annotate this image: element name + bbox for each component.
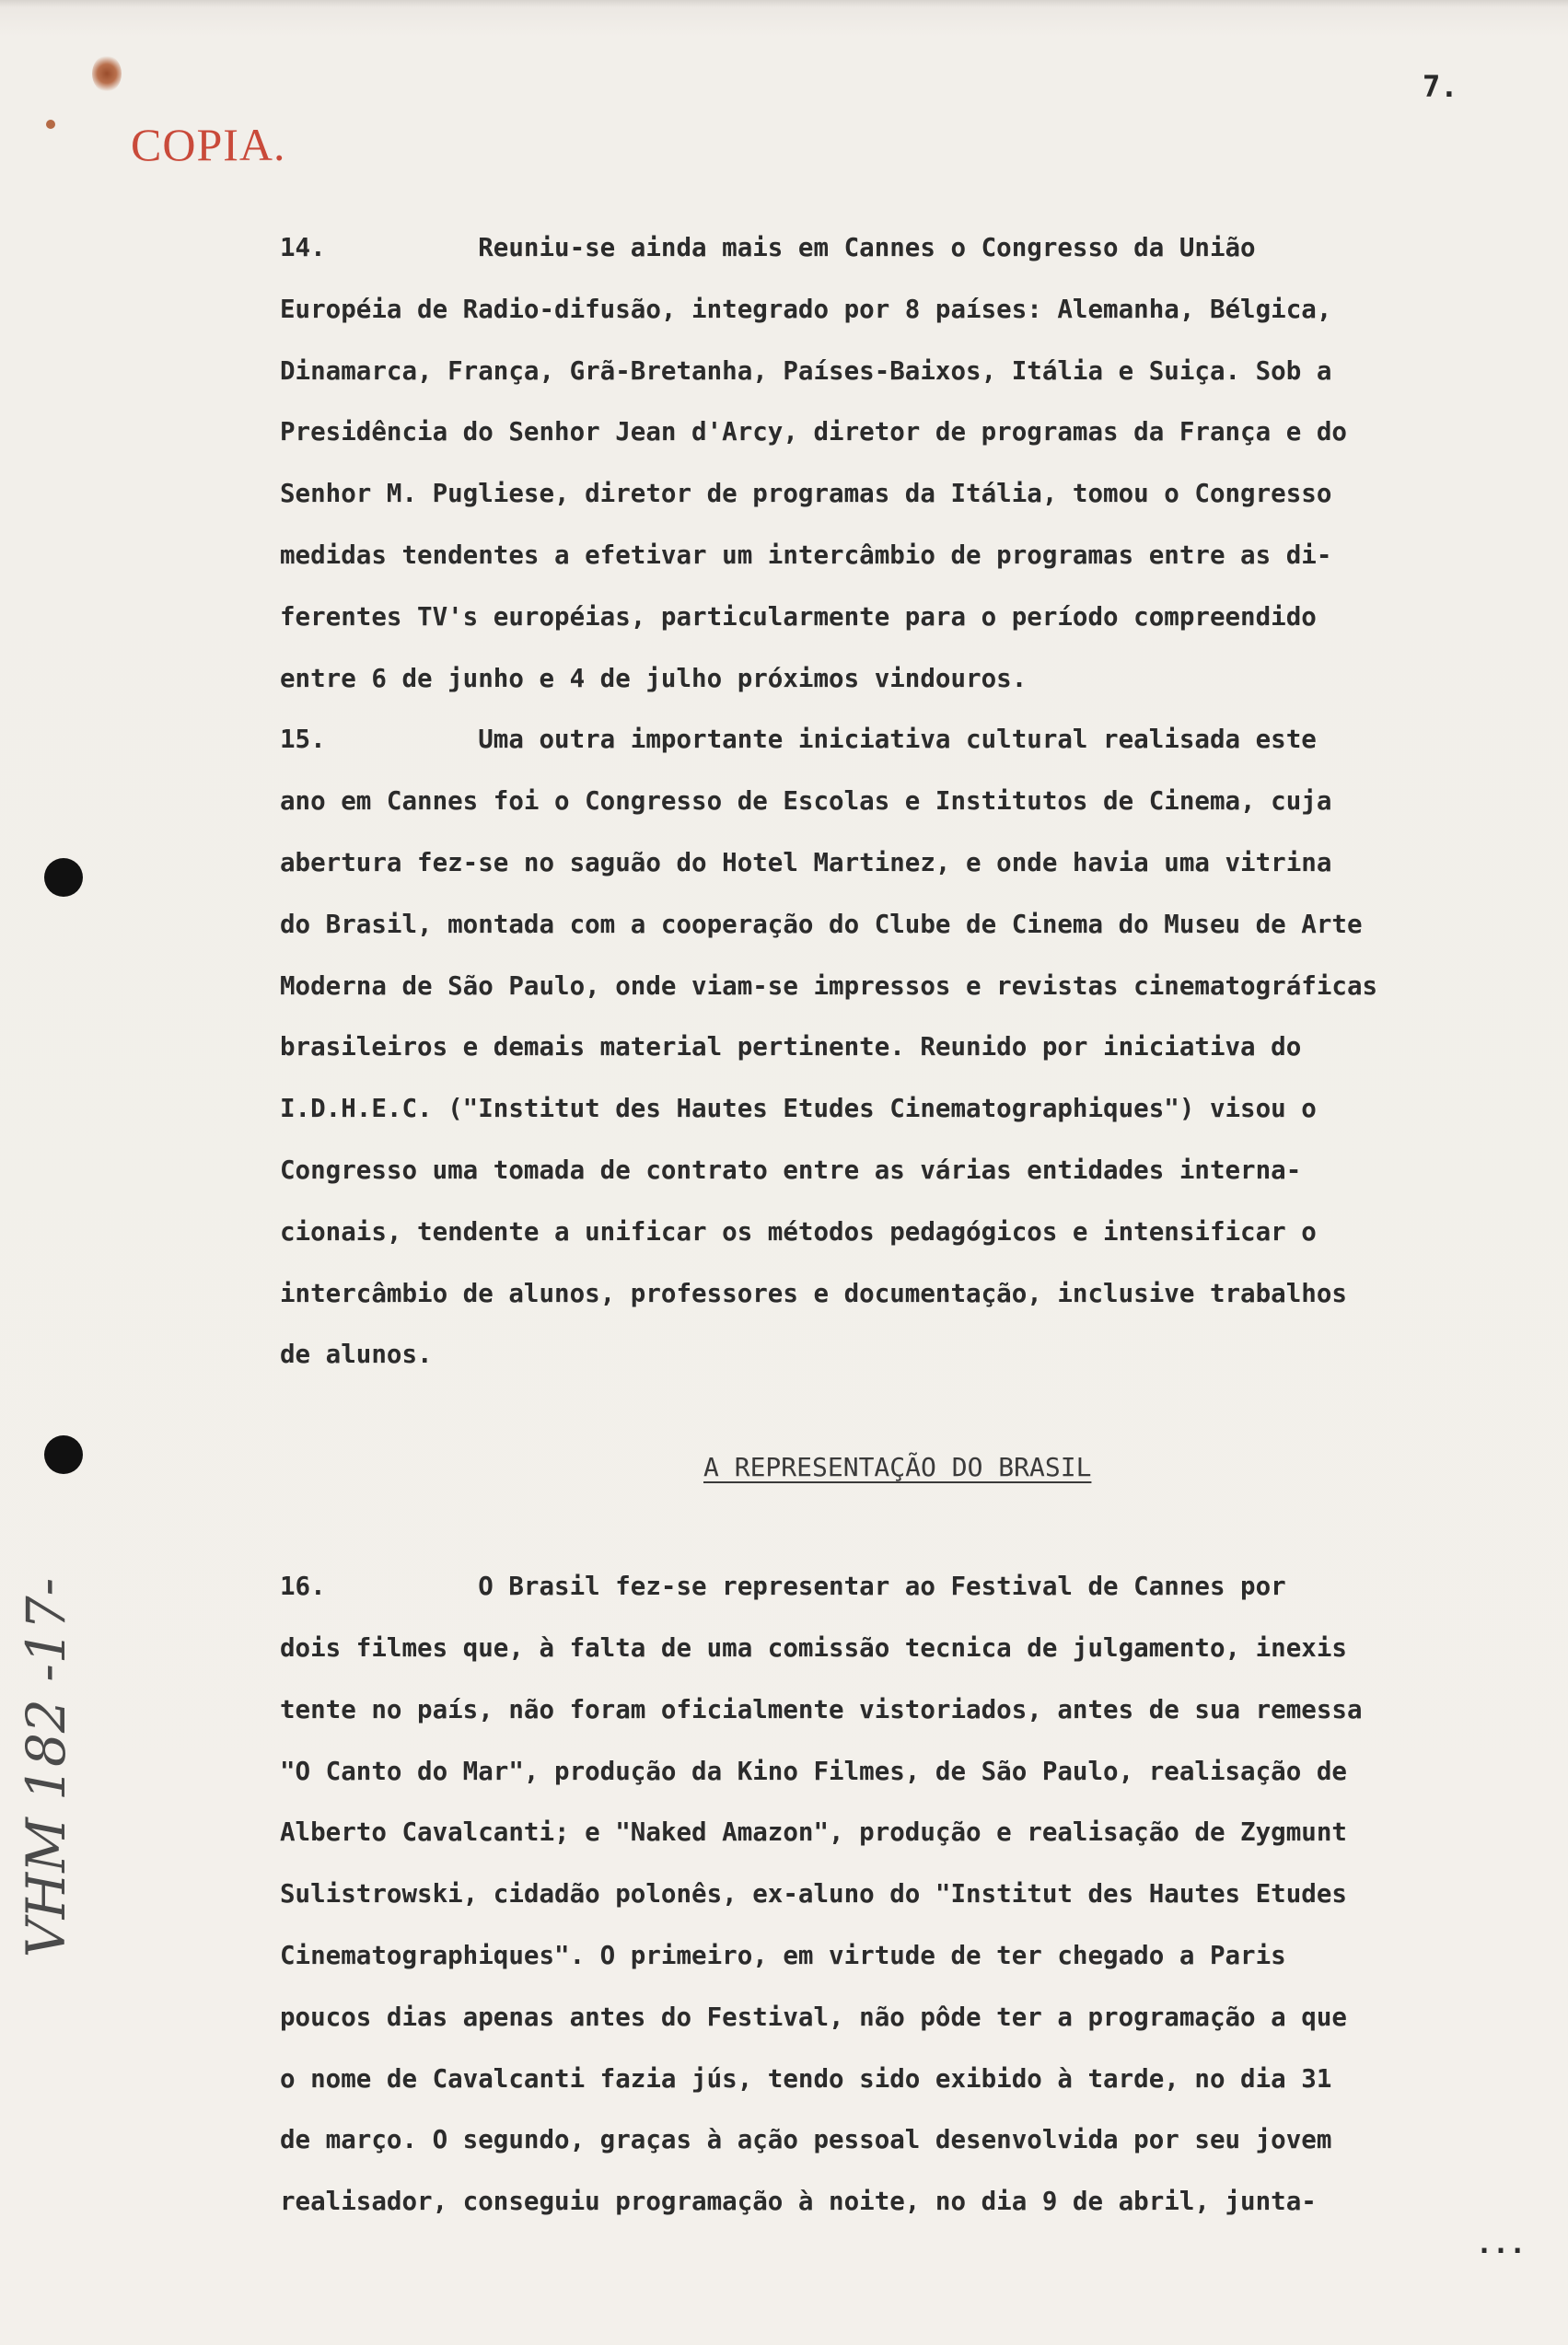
text-line: brasileiros e demais material pertinente. Reunido por iniciativa do <box>280 1032 1302 1062</box>
punch-hole <box>44 858 83 897</box>
ink-stain <box>92 55 122 92</box>
text-line: 15. Uma outra importante iniciativa cultural realisada este <box>280 725 1317 755</box>
text-line: Sulistrowski, cidadão polonês, ex-aluno do "Institut des Hautes Etudes <box>280 1879 1347 1910</box>
text-line: abertura fez-se no saguão do Hotel Martinez, e onde havia uma vitrina <box>280 847 1332 877</box>
section-heading: A REPRESENTAÇÃO DO BRASIL <box>703 1452 1092 1483</box>
text-line: do Brasil, montada com a cooperação do Clube de Cinema do Museu de Arte <box>280 909 1363 939</box>
text-line: Alberto Cavalcanti; e "Naked Amazon", produção e realisação de Zygmunt <box>280 1817 1347 1848</box>
text-line: Congresso uma tomada de contrato entre as várias entidades interna- <box>280 1155 1302 1185</box>
text-line: tente no país, não foram oficialmente vistoriados, antes de sua remessa <box>280 1694 1363 1724</box>
text-line: Senhor M. Pugliese, diretor de programas da Itália, tomou o Congresso <box>280 479 1332 509</box>
text-line: Européia de Radio-difusão, integrado por 8 países: Alemanha, Bélgica, <box>280 294 1332 324</box>
punch-hole <box>44 1435 83 1474</box>
paragraph-16 <box>280 1556 1564 2233</box>
text-line: Presidência do Senhor Jean d'Arcy, diretor de programas da França e do <box>280 417 1347 447</box>
ink-spot <box>46 120 55 129</box>
text-line: Moderna de São Paulo, onde viam-se impressos e revistas cinematográficas <box>280 970 1378 1001</box>
paragraphs-14-15 <box>280 217 1564 1386</box>
text-line: medidas tendentes a efetivar um intercâmbio de programas entre as di- <box>280 540 1332 570</box>
page-number: 7. <box>1423 69 1458 104</box>
text-line: ano em Cannes foi o Congresso de Escolas e Institutos de Cinema, cuja <box>280 786 1332 817</box>
text-line: Dinamarca, França, Grã-Bretanha, Países-Baixos, Itália e Suiça. Sob a <box>280 355 1332 386</box>
text-line: I.D.H.E.C. ("Institut des Hautes Etudes Cinematographiques") visou o <box>280 1094 1317 1124</box>
text-line: de março. O segundo, graças à ação pessoal desenvolvida por seu jovem <box>280 2125 1332 2155</box>
text-line: poucos dias apenas antes do Festival, não pôde ter a programação a que <box>280 2002 1347 2032</box>
text-line: ferentes TV's européias, particularmente para o período compreendido <box>280 601 1317 632</box>
document-body <box>280 217 1564 2233</box>
text-line: Cinematographiques". O primeiro, em virtude de ter chegado a Paris <box>280 1940 1286 1970</box>
text-line: de alunos. <box>280 1340 433 1370</box>
handwritten-margin-note: VHM 182 -17- <box>15 1577 77 1958</box>
text-line: dois filmes que, à falta de uma comissão tecnica de julgamento, inexis <box>280 1632 1347 1663</box>
text-line: entre 6 de junho e 4 de julho próximos vindouros. <box>280 663 1028 693</box>
continuation-mark: ... <box>1476 2228 1527 2260</box>
text-line: 16. O Brasil fez-se representar ao Festival de Cannes por <box>280 1572 1286 1602</box>
copia-stamp: COPIA. <box>131 119 286 170</box>
text-line: o nome de Cavalcanti fazia jús, tendo sido exibido à tarde, no dia 31 <box>280 2063 1332 2094</box>
text-line: intercâmbio de alunos, professores e documentação, inclusive trabalhos <box>280 1278 1347 1308</box>
text-line: 14. Reuniu-se ainda mais em Cannes o Congresso da União <box>280 233 1256 262</box>
text-line: "O Canto do Mar", produção da Kino Filmes, de São Paulo, realisação de <box>280 1756 1347 1786</box>
text-line: realisador, conseguiu programação à noite, no dia 9 de abril, junta- <box>280 2187 1317 2217</box>
text-line: cionais, tendente a unificar os métodos pedagógicos e intensificar o <box>280 1216 1317 1247</box>
